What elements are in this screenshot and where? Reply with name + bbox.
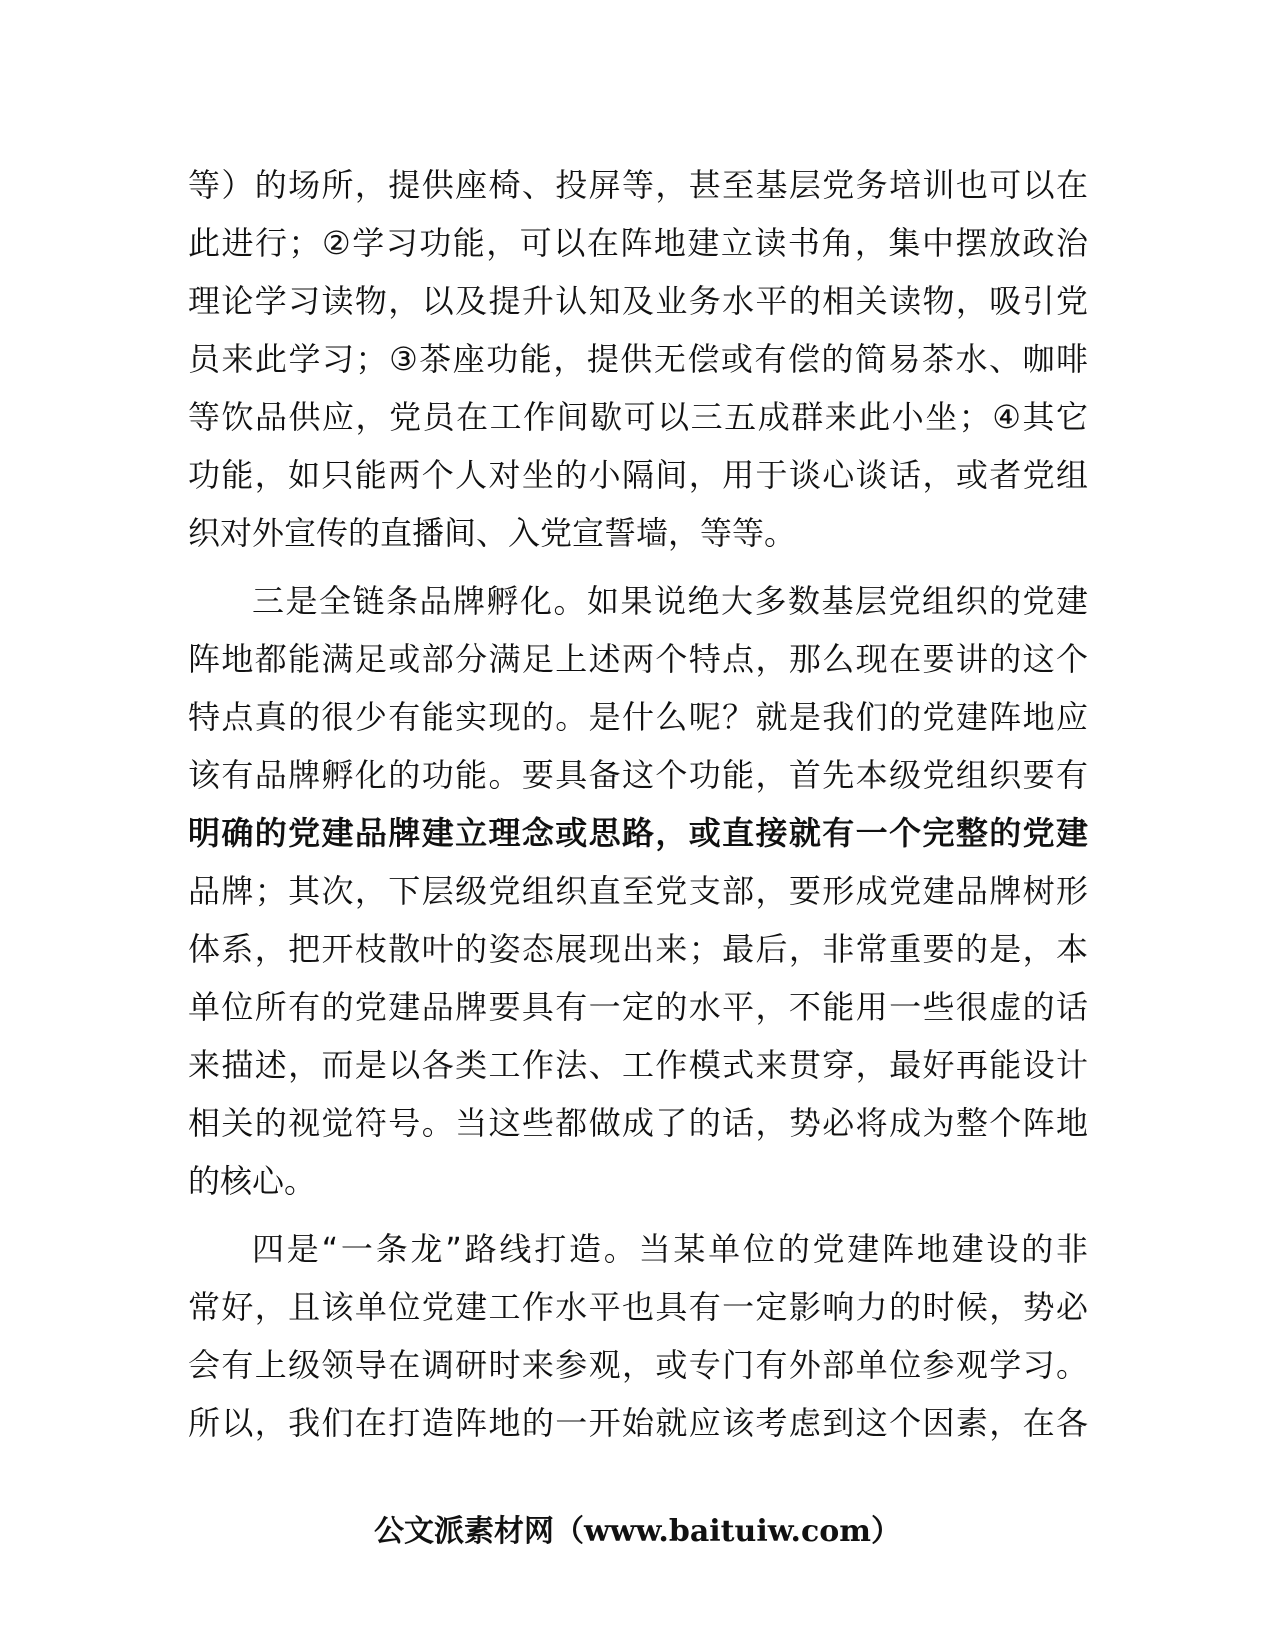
text-line: 等）的场所，提供座椅、投屏等，甚至基层党务培训也可以在 — [188, 166, 1088, 204]
text-line: 来描述，而是以各类工作法、工作模式来贯穿，最好再能设计 — [188, 1046, 1088, 1084]
document-body — [188, 156, 1088, 1452]
text-line: 品牌；其次，下层级党组织直至党支部，要形成党建品牌树形 — [188, 872, 1088, 910]
paragraph-gap — [188, 1210, 1088, 1220]
text-line: 四是“一条龙”路线打造。当某单位的党建阵地建设的非 — [252, 1230, 1088, 1268]
text-line: 功能，如只能两个人对坐的小隔间，用于谈心谈话，或者党组 — [188, 456, 1088, 494]
text-line: 所以，我们在打造阵地的一开始就应该考虑到这个因素，在各 — [188, 1404, 1088, 1442]
text-line: 员来此学习；③茶座功能，提供无偿或有偿的简易茶水、咖啡 — [188, 340, 1088, 378]
paragraph-1 — [188, 156, 1088, 562]
text-line: 特点真的很少有能实现的。是什么呢？就是我们的党建阵地应 — [188, 698, 1088, 736]
footer-source: 公文派素材网（www.baituiw.com） — [373, 1514, 902, 1549]
text-line-bold: 明确的党建品牌建立理念或思路，或直接就有一个完整的党建 — [188, 814, 1088, 852]
text-line: 阵地都能满足或部分满足上述两个特点，那么现在要讲的这个 — [188, 640, 1088, 678]
text-line: 三是全链条品牌孵化。如果说绝大多数基层党组织的党建 — [252, 582, 1088, 620]
paragraph-2 — [188, 572, 1088, 1210]
paragraph-gap — [188, 562, 1088, 572]
text-line: 该有品牌孵化的功能。要具备这个功能，首先本级党组织要有 — [188, 756, 1088, 794]
text-line: 常好，且该单位党建工作水平也具有一定影响力的时候，势必 — [188, 1288, 1088, 1326]
text-line: 会有上级领导在调研时来参观，或专门有外部单位参观学习。 — [188, 1346, 1088, 1384]
text-line: 等饮品供应，党员在工作间歇可以三五成群来此小坐；④其它 — [188, 398, 1088, 436]
text-line: 此进行；②学习功能，可以在阵地建立读书角，集中摆放政治 — [188, 224, 1088, 262]
text-line: 理论学习读物，以及提升认知及业务水平的相关读物，吸引党 — [188, 282, 1088, 320]
paragraph-3 — [188, 1220, 1088, 1452]
text-line: 体系，把开枝散叶的姿态展现出来；最后，非常重要的是，本 — [188, 930, 1088, 968]
text-line: 相关的视觉符号。当这些都做成了的话，势必将成为整个阵地 — [188, 1104, 1088, 1142]
text-line: 织对外宣传的直播间、入党宣誓墙，等等。 — [188, 514, 797, 552]
text-line: 的核心。 — [188, 1162, 317, 1200]
text-line: 单位所有的党建品牌要具有一定的水平，不能用一些很虚的话 — [188, 988, 1088, 1026]
